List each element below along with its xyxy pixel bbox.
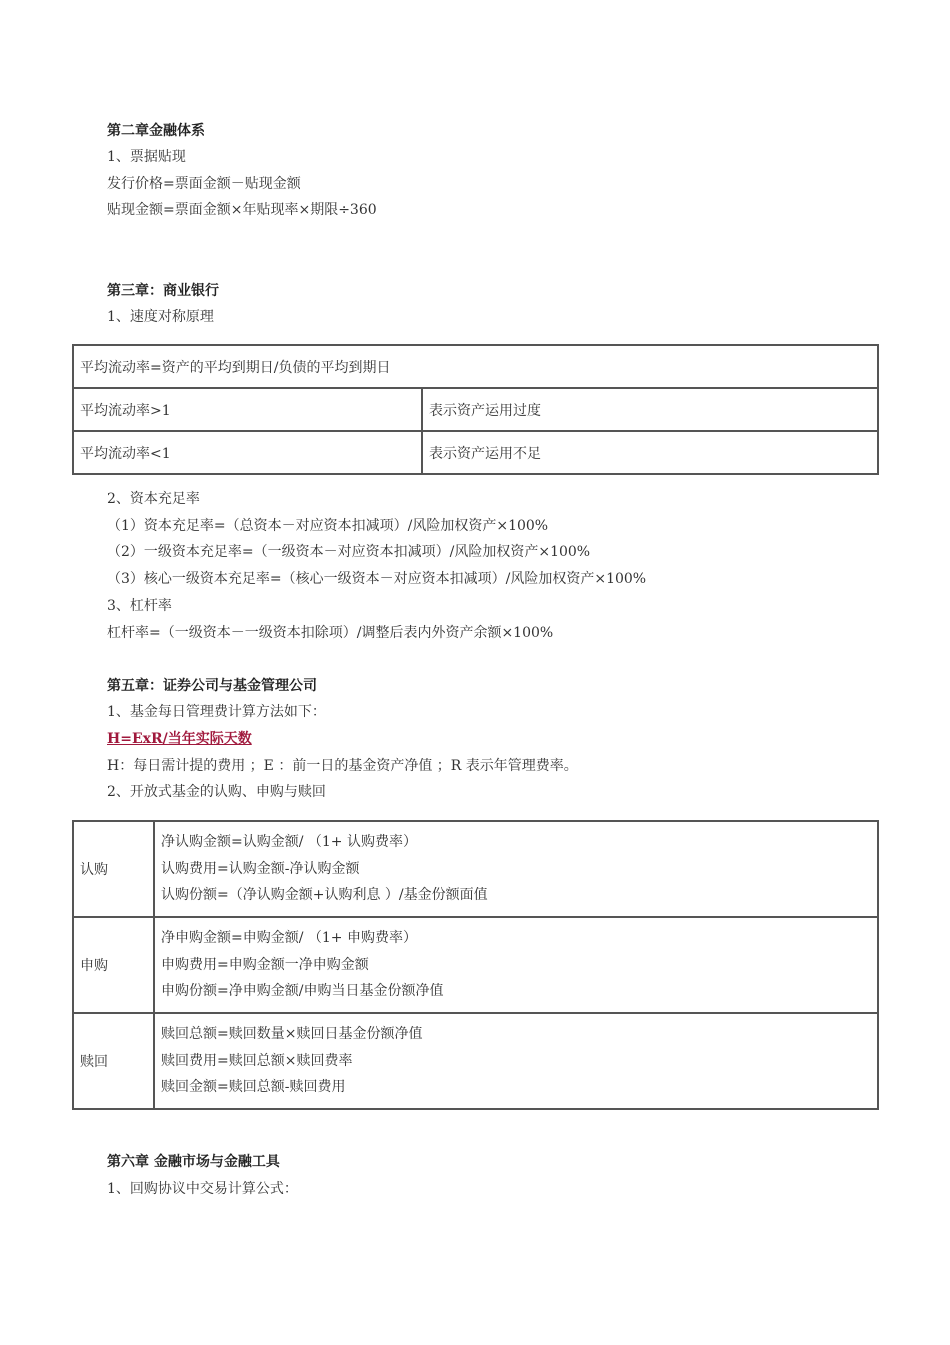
table-cell-line: 赎回费用=赎回总额×赎回费率 <box>161 1052 353 1069</box>
chapter2-heading: 第二章金融体系 <box>107 123 205 139</box>
table-cell <box>154 917 878 1013</box>
chapter6-heading: 第六章 金融市场与金融工具 <box>107 1154 280 1170</box>
table-cell: 平均流动率<1 <box>73 431 422 474</box>
table-row <box>73 388 878 431</box>
ch2-formula-issue-price: 发行价格=票面金额－贴现金额 <box>107 176 301 192</box>
table-cell-line: 赎回总额=赎回数量×赎回日基金份额净值 <box>161 1026 423 1043</box>
table-cell-line: 净申购金额=申购金额/ （1+ 申购费率） <box>161 930 417 947</box>
table-cell-line: 净认购金额=认购金额/ （1+ 认购费率） <box>161 834 417 851</box>
ch3-item-1: 1、速度对称原理 <box>107 309 214 325</box>
table-row <box>73 821 878 917</box>
table-row <box>73 917 878 1013</box>
ch3-item-2: 2、资本充足率 <box>107 491 200 507</box>
ch2-item-1: 1、票据贴现 <box>107 149 186 165</box>
ch3-formula-car: （1）资本充足率=（总资本－对应资本扣减项）/风险加权资产×100% <box>107 518 549 534</box>
table-cell: 平均流动率>1 <box>73 388 422 431</box>
ch5-item-1: 1、基金每日管理费计算方法如下： <box>107 704 326 720</box>
fund-subscription-table <box>72 820 879 1110</box>
table-row <box>73 431 878 474</box>
table-cell: 表示资产运用不足 <box>422 431 878 474</box>
table-cell <box>154 821 878 917</box>
table-row <box>73 345 878 388</box>
table-cell-line: 认购费用=认购金额-净认购金额 <box>161 860 360 877</box>
table-label-cell: 申购 <box>73 917 154 1013</box>
liquidity-ratio-table <box>72 344 879 475</box>
table-cell-line: 认购份额=（净认购金额+认购利息 ）/基金份额面值 <box>161 887 488 904</box>
chapter5-heading: 第五章：证券公司与基金管理公司 <box>107 678 317 694</box>
table-row <box>73 1013 878 1109</box>
ch6-item-1: 1、回购协议中交易计算公式： <box>107 1181 298 1197</box>
ch2-formula-discount: 贴现金额=票面金额×年贴现率×期限÷360 <box>107 202 377 218</box>
table-label-cell: 赎回 <box>73 1013 154 1109</box>
table-cell-line: 申购费用=申购金额一净申购金额 <box>161 956 369 973</box>
table-header-cell: 平均流动率=资产的平均到期日/负债的平均到期日 <box>73 345 878 388</box>
table-cell <box>154 1013 878 1109</box>
table-cell: 表示资产运用过度 <box>422 388 878 431</box>
table-label-cell: 认购 <box>73 821 154 917</box>
chapter3-heading: 第三章：商业银行 <box>107 283 219 299</box>
ch5-formula-explanation: H：每日需计提的费用 ；E ：前一日的基金资产净值 ；R 表示年管理费率。 <box>107 758 578 774</box>
table-cell-line: 申购份额=净申购金额/申购当日基金份额净值 <box>161 983 444 1000</box>
ch3-formula-cet1: （3）核心一级资本充足率=（核心一级资本－对应资本扣减项）/风险加权资产×100% <box>107 571 647 587</box>
ch3-item-3: 3、杠杆率 <box>107 598 172 614</box>
ch5-management-fee-formula: H=ExR/当年实际天数 <box>107 731 252 747</box>
ch3-formula-tier1: （2）一级资本充足率=（一级资本－对应资本扣减项）/风险加权资产×100% <box>107 544 591 560</box>
ch3-formula-leverage: 杠杆率=（一级资本－一级资本扣除项）/调整后表内外资产余额×100% <box>107 625 554 641</box>
table-cell-line: 赎回金额=赎回总额-赎回费用 <box>161 1079 346 1096</box>
ch5-item-2: 2、开放式基金的认购、申购与赎回 <box>107 784 326 800</box>
